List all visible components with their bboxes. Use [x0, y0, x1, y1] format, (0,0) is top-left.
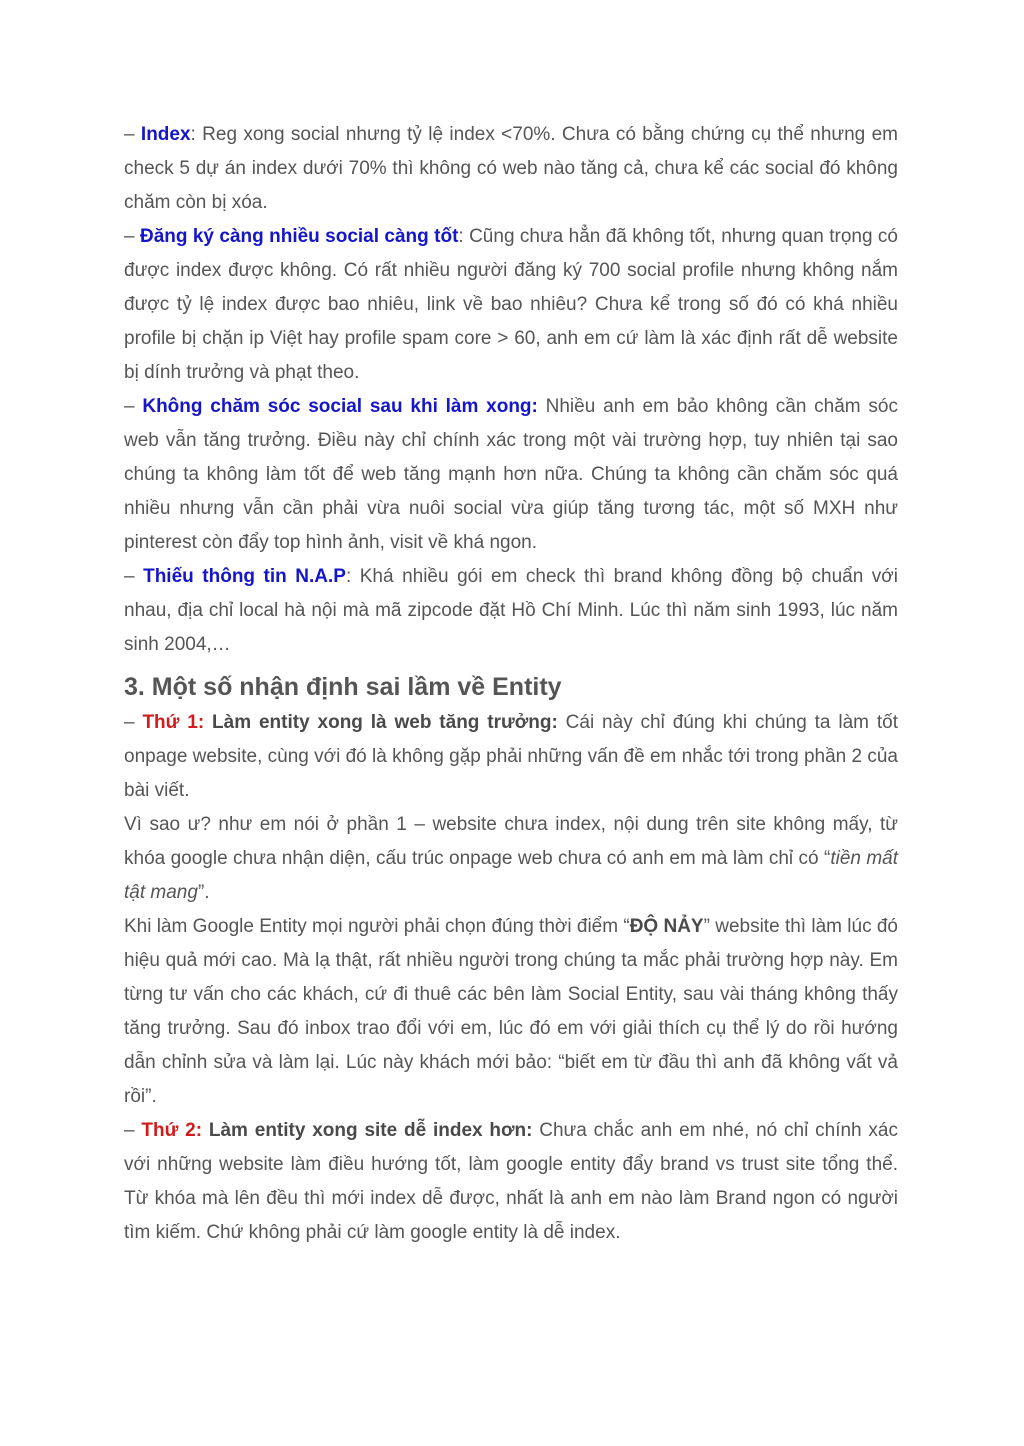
paragraph-text: Vì sao ư? như em nói ở phần 1 – website chưa index, nội dung trên site không mấy, từ khóa google chưa nhận diện, cấu trúc onpage web chưa có anh em mà làm chỉ có “: [124, 814, 898, 869]
paragraph-thu-1: [124, 706, 898, 808]
paragraph-khong-cham-soc: [124, 390, 898, 560]
paragraph-text: Chưa chắc anh em nhé, nó chỉ chính xác với những website làm điều hướng tốt, làm google entity đẩy brand vs trust site tổng thể. Từ khóa mà lên đều thì mới index dễ được, nhất là anh em nào làm Brand ngon có người tìm kiếm. Chứ không phải cứ làm google entity là dễ index.: [124, 1120, 898, 1243]
section-heading: 3. Một số nhận định sai lầm về Entity: [124, 673, 562, 701]
paragraph-text: Cái này chỉ đúng khi chúng ta làm tốt onpage website, cùng với đó là không gặp phải những vấn đề em nhắc tới trong phần 2 của bài viết.: [124, 712, 898, 801]
paragraph-text: : Reg xong social nhưng tỷ lệ index <70%. Chưa có bằng chứng cụ thể nhưng em check 5 dự án index dưới 70% thì không có web nào tăng cả, chưa kể các social đó không chăm còn bị xóa.: [124, 124, 898, 213]
claim-thu-2: Làm entity xong site dễ index hơn:: [202, 1120, 533, 1141]
paragraph-text: Nhiều anh em bảo không cần chăm sóc web vẫn tăng trưởng. Điều này chỉ chính xác trong một vài trường hợp, tuy nhiên tại sao chúng ta không làm tốt để web tăng mạnh hơn nữa. Chúng ta không cần chăm sóc quá nhiều nhưng vẫn cần phải vừa nuôi social vừa giúp tăng tương tác, một số MXH như pinterest còn đẩy top hình ảnh, visit về khá ngon.: [124, 396, 898, 553]
term-dang-ky: Đăng ký càng nhiều social càng tốt: [139, 226, 459, 247]
italic-phrase: tiền mất tật mang: [124, 848, 898, 903]
dash: –: [124, 226, 140, 247]
term-khong-cham-soc: Không chăm sóc social sau khi làm xong:: [142, 396, 538, 417]
paragraph-text: : Cũng chưa hẳn đã không tốt, nhưng quan trọng có được index được không. Có rất nhiều người đăng ký 700 social profile nhưng không nắm được tỷ lệ index được bao nhiêu, link về bao nhiêu? Chưa kể trong số đó có khá nhiều profile bị chặn ip Việt hay profile spam core > 60, anh em cứ làm là xác định rất dễ website bị dính trưởng và phạt theo.: [124, 226, 898, 383]
dash: –: [124, 124, 141, 145]
dash: –: [124, 1120, 142, 1141]
paragraph-text: : Khá nhiều gói em check thì brand không đồng bộ chuẩn với nhau, địa chỉ local hà nội mà mã zipcode đặt Hồ Chí Minh. Lúc thì năm sinh 1993, lúc năm sinh 2004,…: [124, 566, 898, 655]
paragraph-thu-2: [124, 1114, 898, 1250]
dash: –: [124, 566, 144, 587]
document-page: [124, 118, 898, 1250]
paragraph-vi-sao: [124, 808, 898, 910]
paragraph-khi-lam: [124, 910, 898, 1114]
label-thu-2: Thứ 2:: [141, 1120, 203, 1141]
claim-thu-1: Làm entity xong là web tăng trưởng:: [204, 712, 558, 733]
bold-phrase: ĐỘ NẢY: [629, 916, 704, 937]
term-index: Index: [140, 124, 191, 145]
paragraph-nap: [124, 560, 898, 662]
paragraph-text-cont: ” website thì làm lúc đó hiệu quả mới cao. Mà lạ thật, rất nhiều người trong chúng ta mắc phải trường hợp này. Em từng tư vấn cho các khách, cứ đi thuê các bên làm Social Entity, sau vài tháng không thấy tăng trưởng. Sau đó inbox trao đổi với em, lúc đó em với giải thích cụ thể lý do rồi hướng dẫn chỉnh sửa và làm lại. Lúc này khách mới bảo: “biết em từ đầu thì anh đã không vất vả rồi”.: [124, 916, 898, 1107]
paragraph-text: Khi làm Google Entity mọi người phải chọn đúng thời điểm “: [124, 916, 630, 937]
paragraph-end: ”.: [197, 882, 210, 903]
label-thu-1: Thứ 1:: [142, 712, 205, 733]
dash: –: [124, 712, 143, 733]
term-nap: Thiếu thông tin N.A.P: [143, 566, 346, 587]
dash: –: [124, 396, 143, 417]
paragraph-dang-ky: [124, 220, 898, 390]
paragraph-index: [124, 118, 898, 220]
